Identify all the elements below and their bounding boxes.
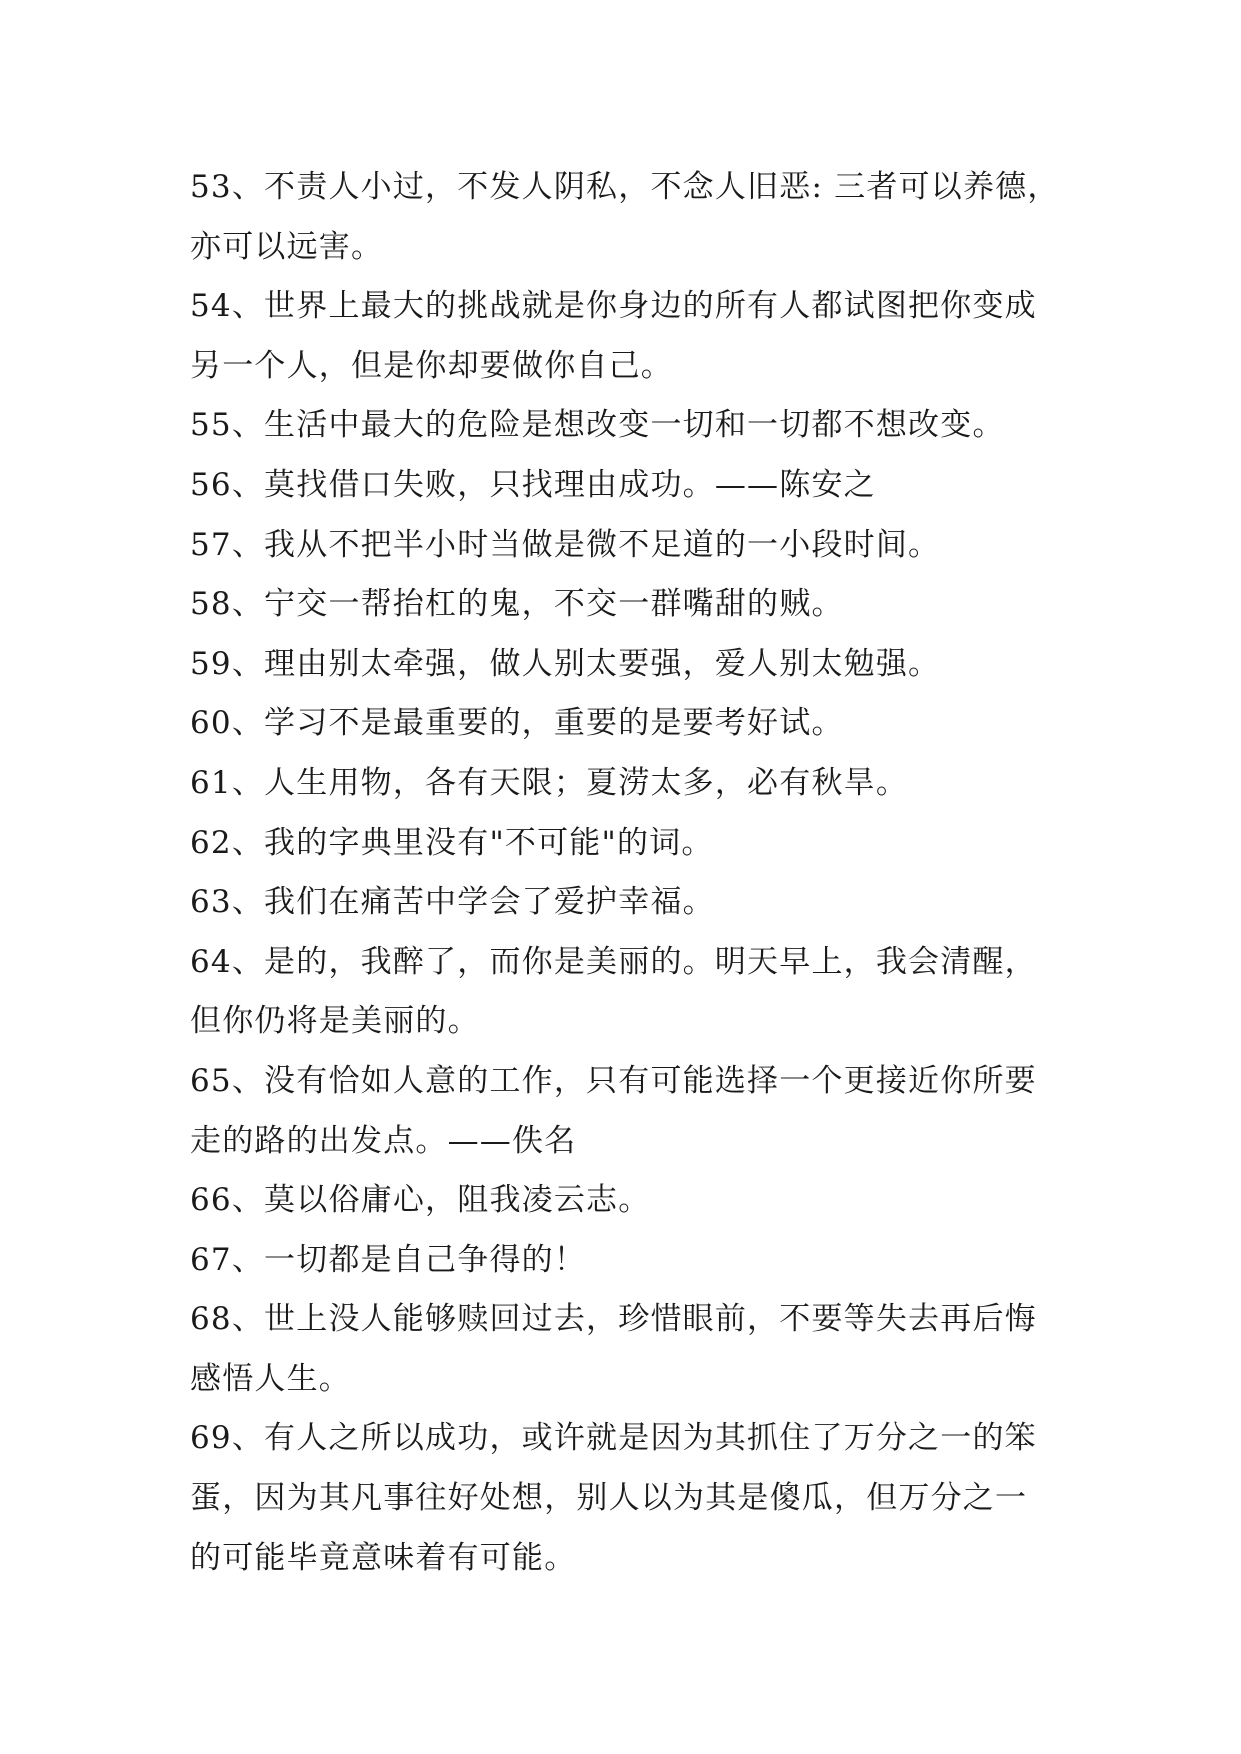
- quote-list: [190, 158, 1090, 1588]
- quote-entry-55: 55、生活中最大的危险是想改变一切和一切都不想改变。: [190, 407, 1005, 444]
- quote-entry-53: 53、不责人小过，不发人阴私，不念人旧恶: 三者可以养德， 亦可以远害。: [190, 169, 1060, 265]
- quote-entry-57: 57、我从不把半小时当做是微不足道的一小段时间。: [190, 526, 941, 563]
- quote-entry-64: 64、是的，我醉了，而你是美丽的。明天早上，我会清醒， 但你仍将是美丽的。: [190, 943, 1037, 1040]
- quote-entry-68: 68、世上没人能够赎回过去，珍惜眼前，不要等失去再后悔 感悟人生。: [190, 1301, 1037, 1397]
- quote-entry-65: 65、没有恰如人意的工作，只有可能选择一个更接近你所要 走的路的出发点。——佚名: [190, 1062, 1037, 1159]
- quote-entry-69: 69、有人之所以成功，或许就是因为其抓住了万分之一的笨 蛋，因为其凡事往好处想，别人以为其是傻瓜，但万分之一 的可能毕竟意味着有可能。: [190, 1420, 1037, 1576]
- quote-entry-56: 56、莫找借口失败，只找理由成功。——陈安之: [190, 466, 876, 503]
- quote-entry-61: 61、人生用物，各有天限；夏涝太多，必有秋旱。: [190, 764, 909, 801]
- quote-entry-62: 62、我的字典里没有"不可能"的词。: [190, 824, 714, 861]
- quote-entry-58: 58、宁交一帮抬杠的鬼，不交一群嘴甜的贼。: [190, 586, 844, 623]
- quote-entry-59: 59、理由别太牵强，做人别太要强，爱人别太勉强。: [190, 645, 941, 682]
- quote-entry-67: 67、一切都是自己争得的！: [190, 1241, 587, 1278]
- quote-entry-63: 63、我们在痛苦中学会了爱护幸福。: [190, 884, 715, 921]
- quote-entry-60: 60、学习不是最重要的，重要的是要考好试。: [190, 705, 844, 742]
- quote-entry-54: 54、世界上最大的挑战就是你身边的所有人都试图把你变成 另一个人，但是你却要做你自己。: [190, 288, 1037, 384]
- quote-entry-66: 66、莫以俗庸心，阻我凌云志。: [190, 1182, 651, 1219]
